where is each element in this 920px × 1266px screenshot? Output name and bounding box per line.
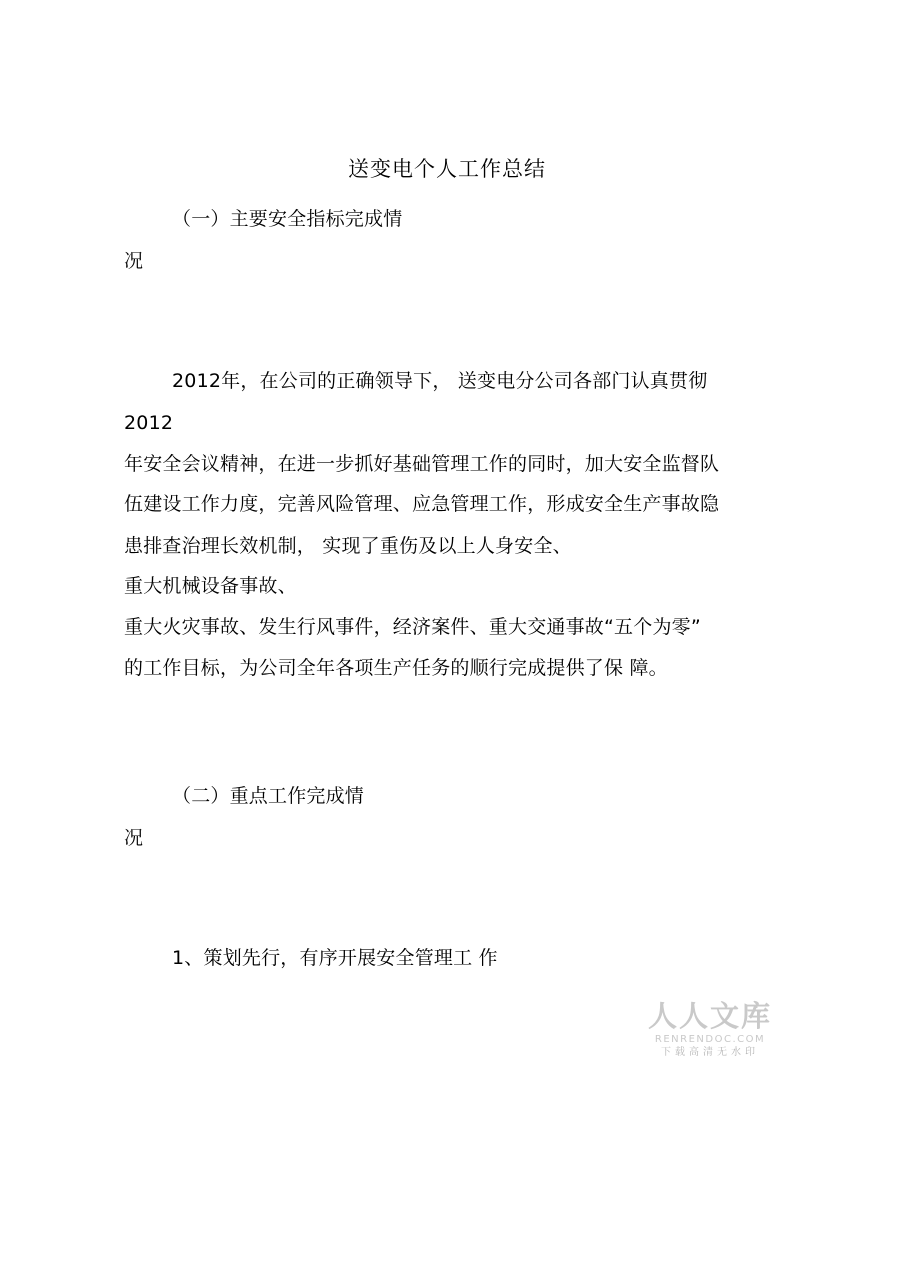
paragraph-line: 年安全会议精神，在进一步抓好基础管理工作的同时，加大安全监督队 <box>124 453 720 475</box>
list-item-1: 1、策划先行，有序开展安全管理工 作 <box>172 947 498 969</box>
watermark-text: 人人文库 <box>647 999 772 1033</box>
paragraph-line: 患排查治理长效机制， 实现了重伤及以上人身安全、 <box>124 535 572 557</box>
paragraph-line: 的工作目标，为公司全年各项生产任务的顺行完成提供了保 障。 <box>124 657 668 679</box>
paragraph-line: 2012 <box>124 412 174 434</box>
section2-heading: （二）重点工作完成情 <box>172 785 365 807</box>
section2-heading-continuation: 况 <box>124 827 144 849</box>
watermark-url: RENRENDOC.COM <box>654 1034 766 1045</box>
paragraph-line: 2012年，在公司的正确领导下， 送变电分公司各部门认真贯彻 <box>172 370 708 392</box>
paragraph-line: 重大机械设备事故、 <box>124 575 297 597</box>
paragraph-line: 重大火灾事故、发生行风事件，经济案件、重大交通事故“五个为零” <box>124 616 701 638</box>
section1-heading-continuation: 况 <box>124 250 144 272</box>
document-title: 送变电个人工作总结 <box>348 157 546 181</box>
section1-heading: （一）主要安全指标完成情 <box>172 208 403 230</box>
paragraph-line: 伍建设工作力度，完善风险管理、应急管理工作，形成安全生产事故隐 <box>124 493 720 515</box>
watermark-logo <box>646 998 774 1060</box>
watermark-tagline: 下载高清无水印 <box>661 1047 759 1058</box>
